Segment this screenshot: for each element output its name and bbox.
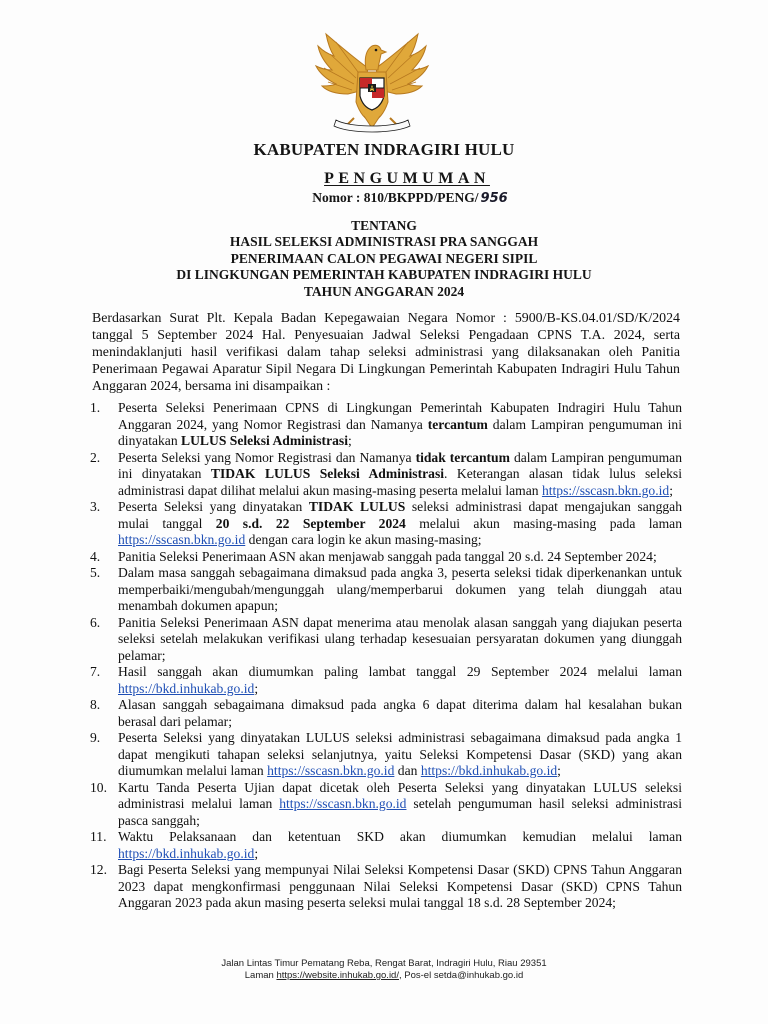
- list-item: [90, 862, 682, 912]
- item-text: Kartu Tanda Peserta Ujian dapat dicetak oleh Peserta Seleksi yang dinyatakan LULUS seleksi administrasi melalui laman: [118, 779, 682, 811]
- item-text: Hasil sanggah akan diumumkan paling lambat tanggal 29 September 2024 melalui laman: [118, 664, 682, 679]
- document-number: [0, 190, 768, 206]
- sscasn-link[interactable]: https://sscasn.bkn.go.id: [118, 532, 246, 547]
- list-item: [90, 697, 682, 730]
- list-item: [90, 615, 682, 665]
- list-item: [90, 730, 682, 780]
- bkd-link[interactable]: https://bkd.inhukab.go.id: [420, 763, 558, 778]
- item-text: ;: [347, 433, 352, 448]
- item-number: 3.: [90, 499, 101, 514]
- announcement-list: [90, 400, 682, 912]
- item-text: Alasan sanggah sebagaimana dimaksud pada angka 6 dapat diterima dalam hal kesalahan bukan berasal dari pelamar;: [118, 697, 682, 729]
- footer-contact: [0, 970, 768, 981]
- footer-web-label: Laman: [244, 970, 277, 981]
- list-item: [90, 499, 682, 549]
- item-number: 11.: [90, 829, 107, 844]
- bkd-link[interactable]: https://bkd.inhukab.go.id: [118, 845, 255, 861]
- subject-line: TENTANG: [351, 218, 417, 233]
- item-bold: TIDAK LULUS Seleksi Administrasi: [210, 466, 445, 481]
- sscasn-link[interactable]: https://sscasn.bkn.go.id: [267, 763, 395, 778]
- item-bold: TIDAK LULUS: [308, 499, 406, 514]
- footer-email: , Pos-el setda@inhukab.go.id: [398, 970, 524, 981]
- subject-line: PENERIMAAN CALON PEGAWAI NEGERI SIPIL: [230, 250, 538, 266]
- intro-paragraph: Berdasarkan Surat Plt. Kepala Badan Kepegawaian Negara Nomor : 5900/B-KS.04.01/SD/K/2024 tanggal 5 September 2024 Hal. Penyesuaian Jadwal Seleksi Pengadaan CPNS T.A. 2024, serta menindaklanjuti hasil verifikasi dalam tahap seleksi administrasi yang dilaksanakan oleh Panitia Penerimaan Pegawai Aparatur Sipil Negara Di Lingkungan Pemerintah Kabupaten Indragiri Hulu Tahun Anggaran 2024, bersama ini disampaikan :: [92, 311, 680, 395]
- list-item: [90, 829, 682, 862]
- item-number: 5.: [90, 565, 101, 580]
- handwritten-number: 956: [480, 191, 508, 206]
- item-text: Peserta Seleksi yang Nomor Registrasi dan Namanya: [118, 449, 416, 465]
- item-text: Peserta Seleksi Penerimaan CPNS di Lingkungan Pemerintah Kabupaten Indragiri Hulu Tahun Anggaran 2024, yang Nomor Registrasi dan Namanya: [118, 400, 682, 432]
- item-text: Peserta Seleksi yang dinyatakan LULUS seleksi administrasi sebagaimana dimaksud pada angka 1 dapat mengikuti tahapan seleksi selanjutnya, yaitu Seleksi Kompetensi Dasar (SKD) yang akan diumumkan melalui laman: [118, 730, 682, 778]
- item-text: dengan cara login ke akun masing-masing;: [245, 532, 482, 547]
- item-number: 7.: [90, 664, 101, 679]
- item-text: setelah pengumuman hasil seleksi administrasi pasca sanggah;: [118, 796, 682, 828]
- item-bold: tidak tercantum: [415, 449, 510, 465]
- item-text: ;: [254, 845, 259, 861]
- item-text: ;: [669, 482, 673, 498]
- item-number: 1.: [90, 400, 101, 415]
- item-number: 12.: [90, 862, 107, 877]
- item-number: 9.: [90, 730, 101, 745]
- item-number: 4.: [90, 548, 101, 564]
- item-text: seleksi administrasi dapat mengajukan sanggah mulai tanggal: [118, 499, 682, 531]
- announcement-title: PENGUMUMAN: [324, 170, 490, 187]
- item-text: Waktu Pelaksanaan dan ketentuan SKD akan diumumkan kemudian melalui laman: [118, 829, 682, 844]
- item-bold: 20 s.d. 22 September 2024: [215, 515, 406, 531]
- list-item: [90, 780, 682, 830]
- item-number: 10.: [90, 779, 107, 795]
- region-name: KABUPATEN INDRAGIRI HULU: [253, 140, 515, 159]
- item-text: melalui akun masing-masing pada laman: [405, 515, 682, 531]
- bkd-link[interactable]: https://bkd.inhukab.go.id: [118, 680, 255, 696]
- item-text: . Keterangan alasan tidak lulus seleksi administrasi dapat dilihat melalui akun masing-masing peserta melalui laman: [118, 466, 682, 498]
- item-text: ;: [557, 763, 561, 778]
- item-bold: LULUS Seleksi Administrasi: [181, 433, 348, 448]
- item-text: dalam Lampiran pengumuman ini dinyatakan: [118, 449, 682, 481]
- item-text: dalam Lampiran pengumuman ini dinyatakan: [118, 416, 682, 448]
- item-text: ;: [254, 680, 259, 696]
- subject-line: DI LINGKUNGAN PEMERINTAH KABUPATEN INDRAGIRI HULU: [176, 267, 592, 283]
- subject-block: [0, 218, 768, 300]
- list-item: [90, 664, 682, 697]
- list-item: [90, 400, 682, 450]
- item-number: 2.: [90, 449, 101, 465]
- item-bold: tercantum: [427, 416, 488, 432]
- sscasn-link[interactable]: https://sscasn.bkn.go.id: [279, 796, 407, 811]
- list-item: [90, 450, 682, 500]
- footer-address: Jalan Lintas Timur Pematang Reba, Rengat Barat, Indragiri Hulu, Riau 29351: [221, 958, 547, 969]
- item-text: Panitia Seleksi Penerimaan ASN akan menjawab sanggah pada tanggal 20 s.d. 24 September 2024;: [118, 548, 657, 564]
- list-item: [90, 565, 682, 615]
- item-text: dan: [394, 763, 421, 778]
- subject-line: TAHUN ANGGARAN 2024: [303, 283, 465, 299]
- garuda-crest-icon: [306, 28, 438, 134]
- item-number: 6.: [90, 614, 101, 630]
- item-number: 8.: [90, 697, 101, 712]
- item-text: Dalam masa sanggah sebagaimana dimaksud pada angka 3, peserta seleksi tidak diperkenankan untuk memperbaiki/mengubah/mengunggah ulang/memperbarui dokumen yang telah diunggah atau menambah dokumen apapun;: [118, 565, 682, 613]
- document-number-label: Nomor : 810/BKPPD/PENG/: [312, 190, 479, 205]
- list-item: [90, 549, 682, 566]
- sscasn-link[interactable]: https://sscasn.bkn.go.id: [541, 482, 670, 498]
- footer-website-link[interactable]: https://website.inhukab.go.id/: [276, 970, 399, 981]
- subject-line: HASIL SELEKSI ADMINISTRASI PRA SANGGAH: [229, 234, 539, 250]
- item-text: Peserta Seleksi yang dinyatakan: [118, 499, 309, 514]
- item-text: Bagi Peserta Seleksi yang mempunyai Nilai Seleksi Kompetensi Dasar (SKD) CPNS Tahun Anggaran 2023 dapat mengkonfirmasi penggunaan Nilai Seleksi Kompetensi Dasar (SKD) CPNS Tahun Anggaran 2023 pada akun masing peserta seleksi mulai tanggal 18 s.d. 28 September 2024;: [118, 862, 682, 910]
- item-text: Panitia Seleksi Penerimaan ASN dapat menerima atau menolak alasan sanggah yang diajukan peserta seleksi setelah melakukan verifikasi ulang terhadap kesesuaian persyaratan dokumen yang diunggah pelamar;: [118, 614, 682, 663]
